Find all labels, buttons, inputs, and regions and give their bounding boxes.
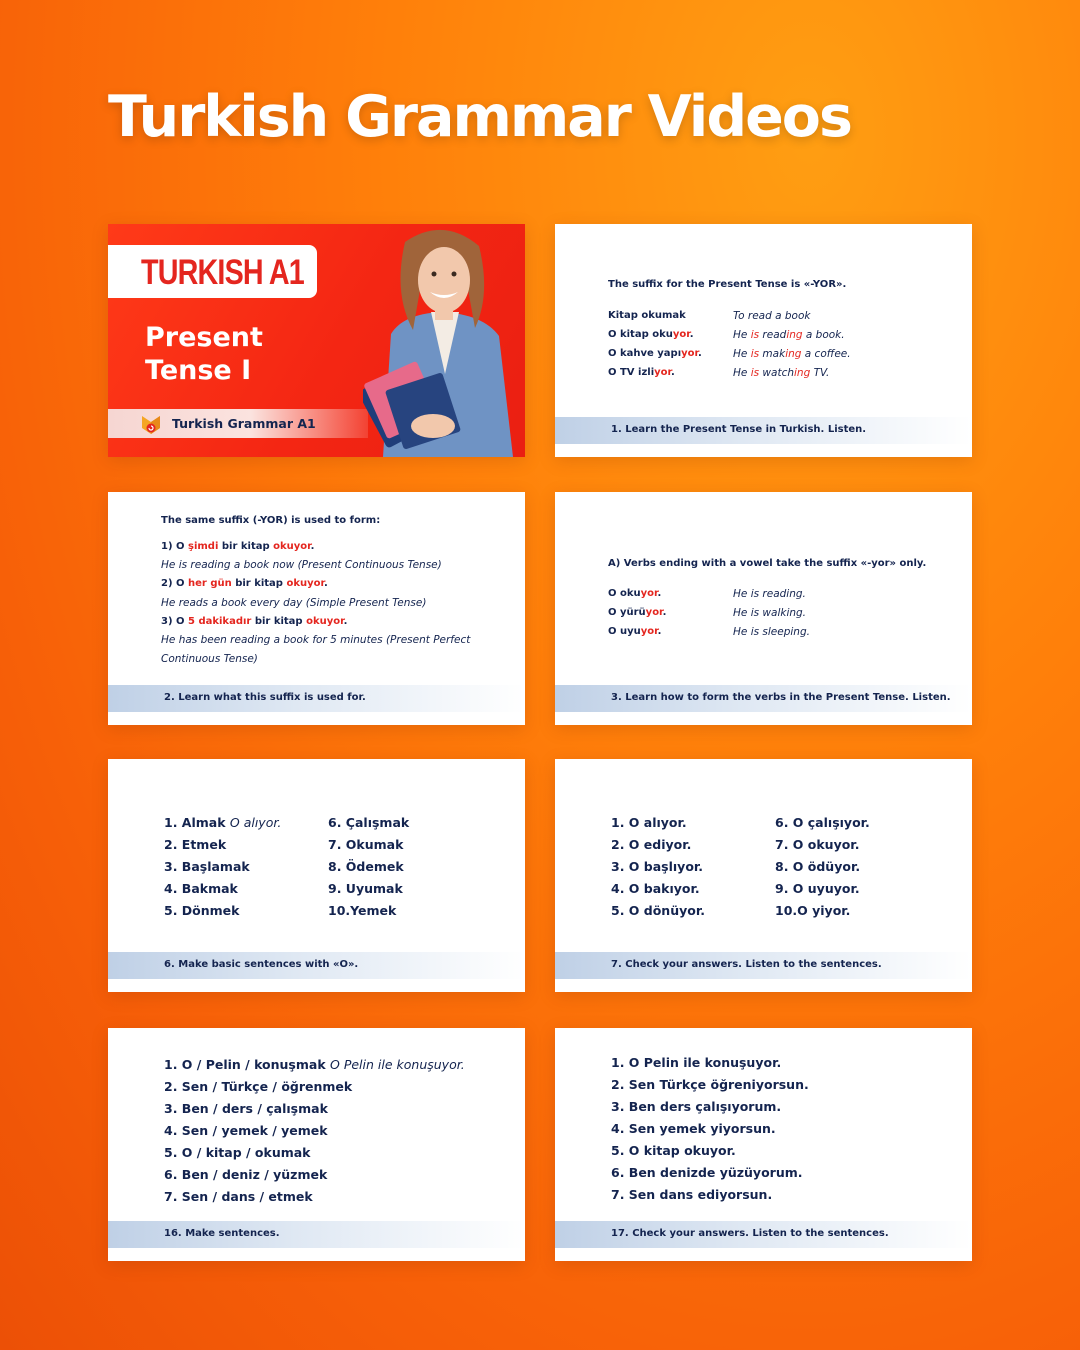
slide-card-2[interactable] — [108, 492, 525, 725]
cover-title — [145, 321, 305, 387]
card6-item: 4. Sen / yemek / yemek — [164, 1123, 328, 1138]
slide-card-5[interactable] — [555, 759, 972, 992]
card5-answer: 9. O uyuyor. — [775, 881, 860, 896]
card4-footer: 6. Make basic sentences with «O». — [108, 952, 525, 979]
card1-en-row: He is making a coffee. — [733, 348, 851, 360]
card1-tr-row: Kitap okumak — [608, 310, 686, 321]
slide-card-4[interactable] — [108, 759, 525, 992]
card7-answer: 2. Sen Türkçe öğreniyorsun. — [611, 1077, 809, 1092]
card6-item: 2. Sen / Türkçe / öğrenmek — [164, 1079, 353, 1094]
card2-note: He reads a book every day (Simple Present Tense) — [161, 597, 427, 609]
slide-card-7[interactable] — [555, 1028, 972, 1261]
brand-bar — [108, 409, 368, 438]
card6-item: 1. O / Pelin / konuşmak O Pelin ile konuşuyor. — [164, 1057, 465, 1072]
card7-answer: 1. O Pelin ile konuşuyor. — [611, 1055, 782, 1070]
card2-footer: 2. Learn what this suffix is used for. — [108, 685, 525, 712]
card4-item: 1. Almak O alıyor. — [164, 815, 282, 830]
card3-intro: A) Verbs ending with a vowel take the suffix «-yor» only. — [608, 558, 927, 569]
card6-item: 5. O / kitap / okumak — [164, 1145, 311, 1160]
card1-tr-row: O TV izliyor. — [608, 367, 675, 378]
card5-answer: 5. O dönüyor. — [611, 903, 705, 918]
card4-item: 6. Çalışmak — [328, 815, 410, 830]
level-badge — [108, 245, 317, 298]
card7-answer: 3. Ben ders çalışıyorum. — [611, 1099, 782, 1114]
card6-item: 7. Sen / dans / etmek — [164, 1189, 313, 1204]
brand-name: Turkish Grammar A1 — [172, 416, 316, 431]
slide-card-1[interactable] — [555, 224, 972, 457]
card4-item: 2. Etmek — [164, 837, 227, 852]
card3-verb: O okuyor. — [608, 588, 662, 599]
card4-item: 9. Uyumak — [328, 881, 403, 896]
card6-item: 3. Ben / ders / çalışmak — [164, 1101, 328, 1116]
student-holding-books-photo — [363, 224, 525, 457]
card5-answer: 6. O çalışıyor. — [775, 815, 870, 830]
card1-en-row: He is watching TV. — [733, 367, 830, 379]
card2-item: 2) O her gün bir kitap okuyor. — [161, 578, 328, 589]
card4-item: 7. Okumak — [328, 837, 404, 852]
card1-en-row: To read a book — [733, 310, 811, 322]
card5-footer: 7. Check your answers. Listen to the sentences. — [555, 952, 972, 979]
card1-intro: The suffix for the Present Tense is «-YOR». — [608, 279, 847, 290]
level-badge-label: TURKISH A1 — [141, 253, 304, 292]
card3-footer: 3. Learn how to form the verbs in the Present Tense. Listen. — [555, 685, 972, 712]
card5-answer: 3. O başlıyor. — [611, 859, 704, 874]
card2-item: 1) O şimdi bir kitap okuyor. — [161, 541, 315, 552]
card2-note: He has been reading a book for 5 minutes (Present Perfect — [161, 634, 471, 646]
card7-answer: 4. Sen yemek yiyorsun. — [611, 1121, 776, 1136]
cover-card[interactable] — [108, 224, 525, 457]
card1-tr-row: O kitap okuyor. — [608, 329, 694, 340]
card7-answer: 5. O kitap okuyor. — [611, 1143, 736, 1158]
card1-en-row: He is reading a book. — [733, 329, 845, 341]
card7-answer: 6. Ben denizde yüzüyorum. — [611, 1165, 803, 1180]
card1-footer: 1. Learn the Present Tense in Turkish. Listen. — [555, 417, 972, 444]
card2-note: He is reading a book now (Present Continuous Tense) — [161, 559, 442, 571]
card4-item: 3. Başlamak — [164, 859, 250, 874]
card3-translation: He is reading. — [733, 588, 806, 600]
card7-footer: 17. Check your answers. Listen to the sentences. — [555, 1221, 972, 1248]
card5-answer: 2. O ediyor. — [611, 837, 692, 852]
card4-item: 4. Bakmak — [164, 881, 238, 896]
card4-item: 10.Yemek — [328, 903, 397, 918]
cover-title-line1: Present — [145, 322, 263, 353]
card5-answer: 8. O ödüyor. — [775, 859, 861, 874]
card2-intro: The same suffix (-YOR) is used to form: — [161, 515, 381, 526]
card3-verb: O uyuyor. — [608, 626, 662, 637]
card5-answer: 1. O alıyor. — [611, 815, 687, 830]
card7-answer: 7. Sen dans ediyorsun. — [611, 1187, 773, 1202]
card2-item: 3) O 5 dakikadır bir kitap okuyor. — [161, 616, 348, 627]
card1-tr-row: O kahve yapıyor. — [608, 348, 702, 359]
card5-answer: 7. O okuyor. — [775, 837, 860, 852]
card3-translation: He is sleeping. — [733, 626, 810, 638]
card6-footer: 16. Make sentences. — [108, 1221, 525, 1248]
slide-card-6[interactable] — [108, 1028, 525, 1261]
card6-item: 6. Ben / deniz / yüzmek — [164, 1167, 328, 1182]
card4-item: 5. Dönmek — [164, 903, 240, 918]
page-title: Turkish Grammar Videos — [108, 84, 851, 150]
card3-verb: O yürüyor. — [608, 607, 667, 618]
card4-item: 8. Ödemek — [328, 859, 404, 874]
cover-title-line2: Tense I — [145, 355, 252, 386]
card2-note-cont: Continuous Tense) — [161, 653, 258, 665]
card5-answer: 10.O yiyor. — [775, 903, 851, 918]
slide-card-3[interactable] — [555, 492, 972, 725]
card3-translation: He is walking. — [733, 607, 807, 619]
card5-answer: 4. O bakıyor. — [611, 881, 700, 896]
brand-logo-icon — [140, 413, 162, 435]
